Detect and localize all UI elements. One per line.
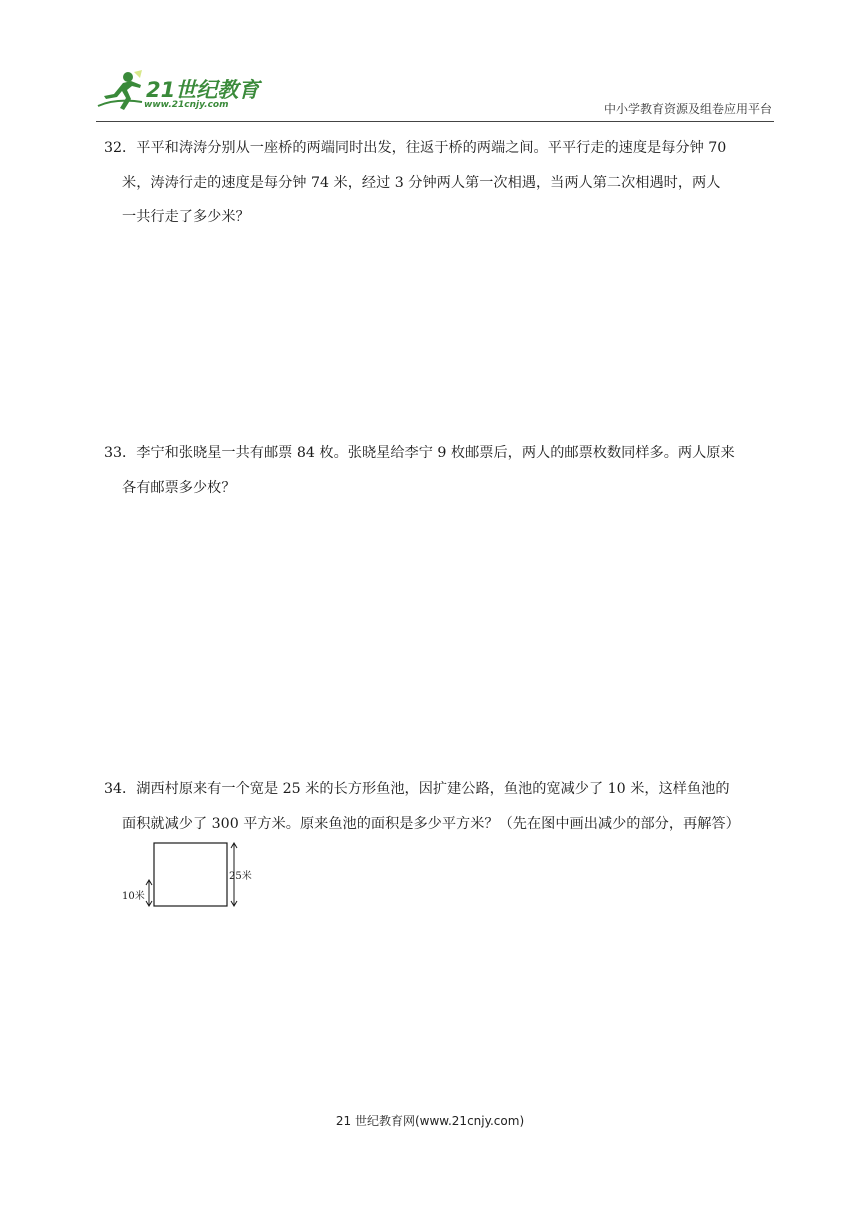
- question-line: [104, 131, 764, 166]
- question-line: 米，涛涛行走的速度是每分钟 74 米，经过 3 分钟两人第一次相遇，当两人第二次相遇时，两人: [122, 174, 721, 191]
- platform-name: 中小学教育资源及组卷应用平台: [603, 102, 772, 116]
- question-line: 各有邮票多少枚？: [122, 479, 236, 496]
- question-33: [104, 436, 764, 505]
- question-number: 34．: [104, 781, 137, 797]
- header-divider: [96, 121, 774, 122]
- page-footer: 21 世纪教育网(www.21cnjy.com): [335, 1114, 525, 1128]
- question-number: 33．: [104, 445, 137, 461]
- page-header: [0, 0, 860, 130]
- logo-url: www.21cnjy.com: [144, 100, 229, 110]
- fishpond-figure: [118, 838, 258, 912]
- question-text: 平平和涛涛分别从一座桥的两端同时出发，往返于桥的两端之间。平平行走的速度是每分钟 70: [136, 140, 727, 156]
- site-logo[interactable]: [96, 68, 266, 114]
- question-32: [104, 131, 764, 235]
- runner-logo-icon: [96, 68, 146, 114]
- label-10m: 10米: [122, 891, 145, 902]
- logo-text: 21世纪教育: [146, 78, 260, 102]
- question-number: 32．: [104, 140, 137, 156]
- question-text: 李宁和张晓星一共有邮票 84 枚。张晓星给李宁 9 枚邮票后，两人的邮票枚数同样多。两人原来: [136, 445, 735, 461]
- question-line: [104, 436, 764, 471]
- pond-rectangle: [154, 843, 227, 906]
- question-line: [104, 772, 764, 807]
- question-34: [104, 772, 764, 841]
- question-text: 湖西村原来有一个宽是 25 米的长方形鱼池，因扩建公路，鱼池的宽减少了 10 米，这样鱼池的: [136, 781, 730, 797]
- question-line: 面积就减少了 300 平方米。原来鱼池的面积是多少平方米？（先在图中画出减少的部分，再解答）: [122, 815, 740, 832]
- label-25m: 25米: [229, 871, 252, 882]
- question-line: 一共行走了多少米？: [122, 209, 250, 225]
